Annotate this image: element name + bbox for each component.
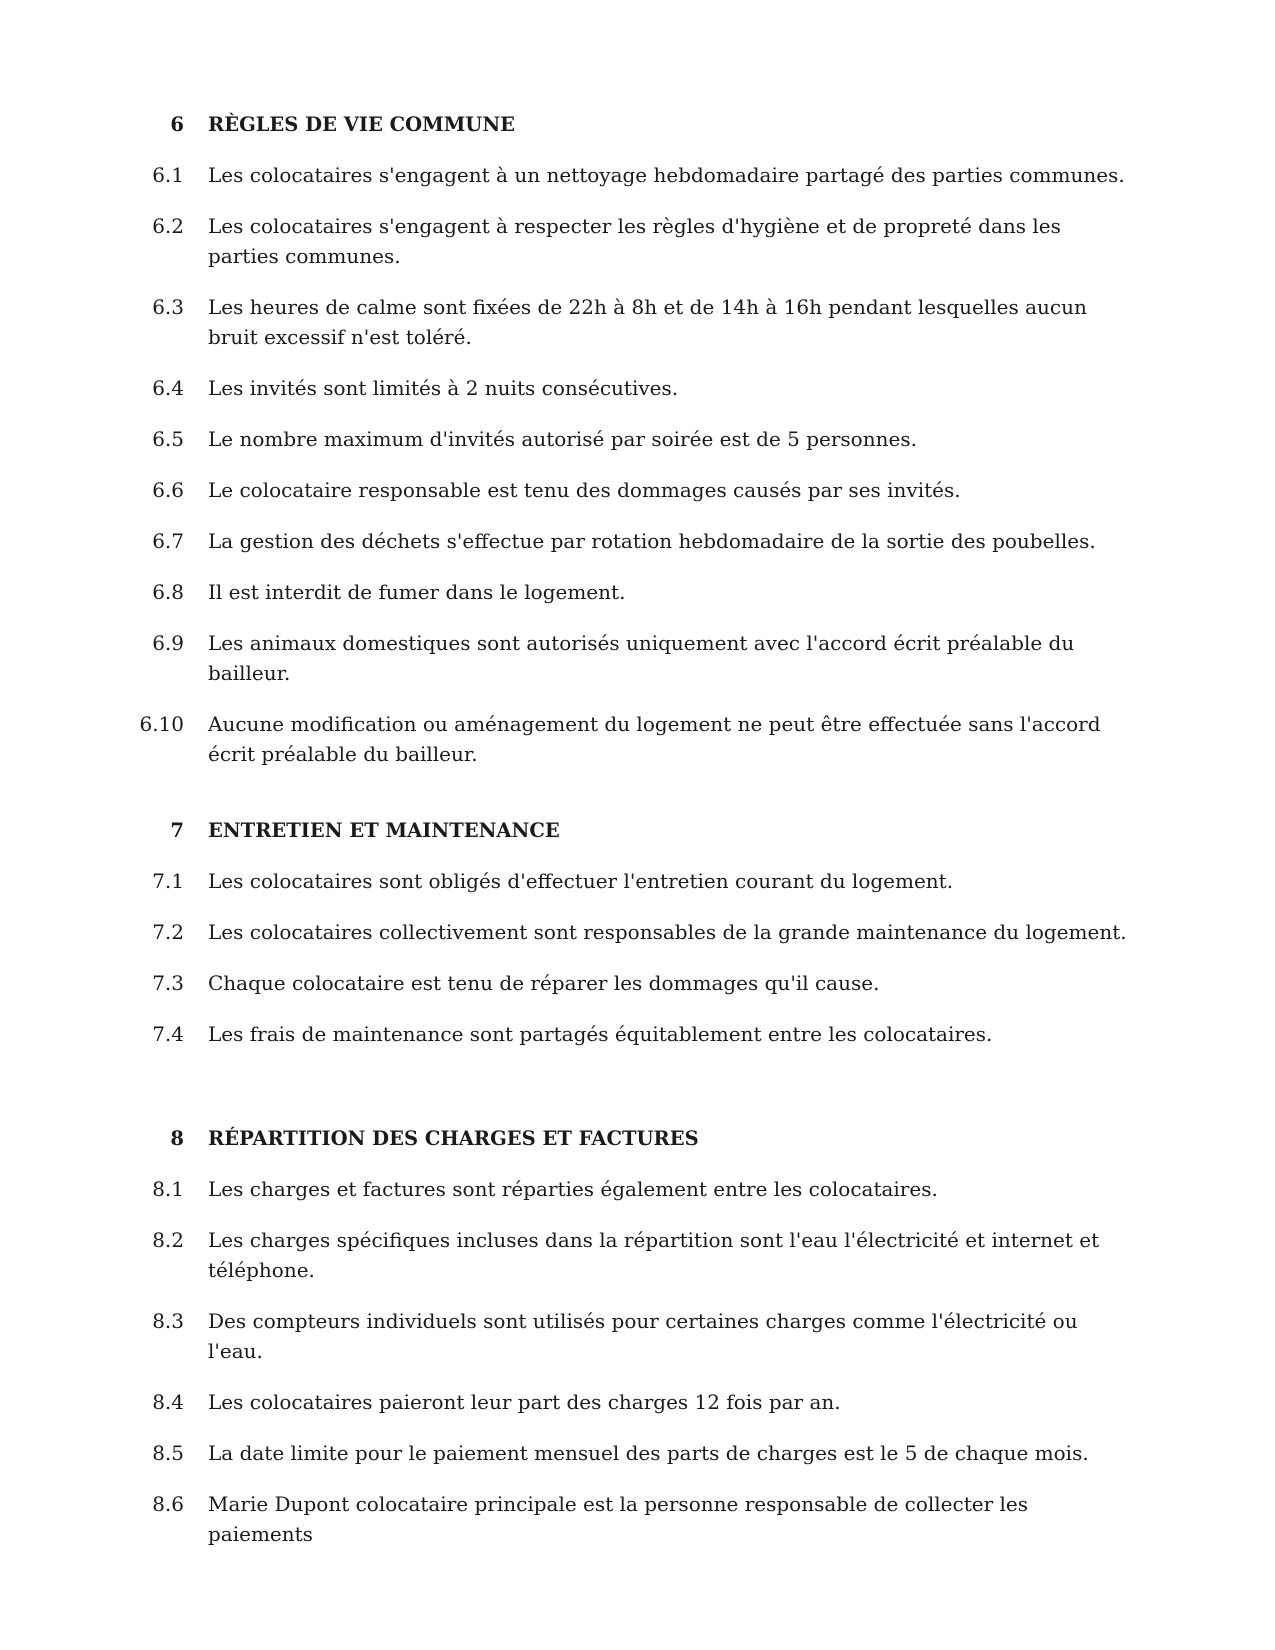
clause-text: Les frais de maintenance sont partagés équitablement entre les colocataires. (208, 1022, 993, 1046)
clause-text: Les heures de calme sont fixées de 22h à 8h et de 14h à 16h pendant lesquelles aucun bruit excessif n'est toléré. (208, 295, 1087, 349)
section-6 (0, 110, 1275, 790)
section-number: 7 (170, 819, 184, 842)
section-heading (0, 1124, 1275, 1154)
clause-text: Les colocataires s'engagent à respecter les règles d'hygiène et de propreté dans les parties communes. (208, 214, 1061, 268)
clause-text: Les colocataires collectivement sont responsables de la grande maintenance du logement. (208, 920, 1127, 944)
section-heading (0, 110, 1275, 140)
clause-item (0, 1489, 1275, 1549)
clause-item (0, 1306, 1275, 1366)
clause-number: 7.3 (152, 971, 184, 995)
clause-number: 6.1 (152, 163, 184, 187)
section-title: RÉPARTITION DES CHARGES ET FACTURES (208, 1127, 699, 1150)
clause-text: Les colocataires paieront leur part des charges 12 fois par an. (208, 1390, 841, 1414)
clause-number: 8.1 (152, 1177, 184, 1201)
clause-number: 6.2 (152, 214, 184, 238)
clause-text: Le nombre maximum d'invités autorisé par soirée est de 5 personnes. (208, 427, 917, 451)
clause-item (0, 577, 1275, 607)
clause-item (0, 292, 1275, 352)
clause-number: 6.8 (152, 580, 184, 604)
section-title: RÈGLES DE VIE COMMUNE (208, 113, 516, 136)
clause-number: 6.9 (152, 631, 184, 655)
clause-number: 7.2 (152, 920, 184, 944)
clause-text: Aucune modification ou aménagement du logement ne peut être effectuée sans l'accord écrit préalable du bailleur. (208, 712, 1101, 766)
clause-number: 8.6 (152, 1492, 184, 1516)
clause-text: Chaque colocataire est tenu de réparer les dommages qu'il cause. (208, 971, 880, 995)
clause-item (0, 424, 1275, 454)
clause-number: 8.2 (152, 1228, 184, 1252)
clause-text: Les charges spécifiques incluses dans la répartition sont l'eau l'électricité et internet et téléphone. (208, 1228, 1100, 1282)
clause-text: Les charges et factures sont réparties également entre les colocataires. (208, 1177, 938, 1201)
clause-item (0, 709, 1275, 769)
clause-number: 6.10 (139, 712, 184, 736)
section-number: 6 (170, 113, 184, 136)
clause-item (0, 917, 1275, 947)
clause-number: 6.5 (152, 427, 184, 451)
clause-number: 8.3 (152, 1309, 184, 1333)
clause-item (0, 475, 1275, 505)
clause-text: La gestion des déchets s'effectue par rotation hebdomadaire de la sortie des poubelles. (208, 529, 1096, 553)
clause-number: 6.6 (152, 478, 184, 502)
clause-item (0, 1019, 1275, 1049)
section-heading (0, 816, 1275, 846)
section-number: 8 (170, 1127, 184, 1150)
section-title: ENTRETIEN ET MAINTENANCE (208, 819, 560, 842)
clause-number: 7.4 (152, 1022, 184, 1046)
clause-item (0, 373, 1275, 403)
clause-item (0, 160, 1275, 190)
clause-text: Des compteurs individuels sont utilisés pour certaines charges comme l'électricité ou l'eau. (208, 1309, 1078, 1363)
clause-text: Il est interdit de fumer dans le logement. (208, 580, 626, 604)
clause-number: 7.1 (152, 869, 184, 893)
clause-number: 6.7 (152, 529, 184, 553)
clause-text: Marie Dupont colocataire principale est la personne responsable de collecter les paiements (208, 1492, 1029, 1546)
clause-text: Les animaux domestiques sont autorisés uniquement avec l'accord écrit préalable du bailleur. (208, 631, 1075, 685)
clause-item (0, 1387, 1275, 1417)
clause-text: La date limite pour le paiement mensuel des parts de charges est le 5 de chaque mois. (208, 1441, 1089, 1465)
clause-number: 8.5 (152, 1441, 184, 1465)
clause-item (0, 628, 1275, 688)
clause-text: Les invités sont limités à 2 nuits consécutives. (208, 376, 679, 400)
clause-item (0, 211, 1275, 271)
section-8 (0, 1124, 1275, 1570)
clause-text: Le colocataire responsable est tenu des dommages causés par ses invités. (208, 478, 961, 502)
clause-number: 6.4 (152, 376, 184, 400)
clause-text: Les colocataires sont obligés d'effectuer l'entretien courant du logement. (208, 869, 954, 893)
clause-item (0, 866, 1275, 896)
clause-item (0, 1225, 1275, 1285)
clause-text: Les colocataires s'engagent à un nettoyage hebdomadaire partagé des parties communes. (208, 163, 1125, 187)
clause-item (0, 1174, 1275, 1204)
clause-item (0, 1438, 1275, 1468)
clause-item (0, 526, 1275, 556)
clause-item (0, 968, 1275, 998)
clause-number: 8.4 (152, 1390, 184, 1414)
clause-number: 6.3 (152, 295, 184, 319)
section-7 (0, 816, 1275, 1070)
